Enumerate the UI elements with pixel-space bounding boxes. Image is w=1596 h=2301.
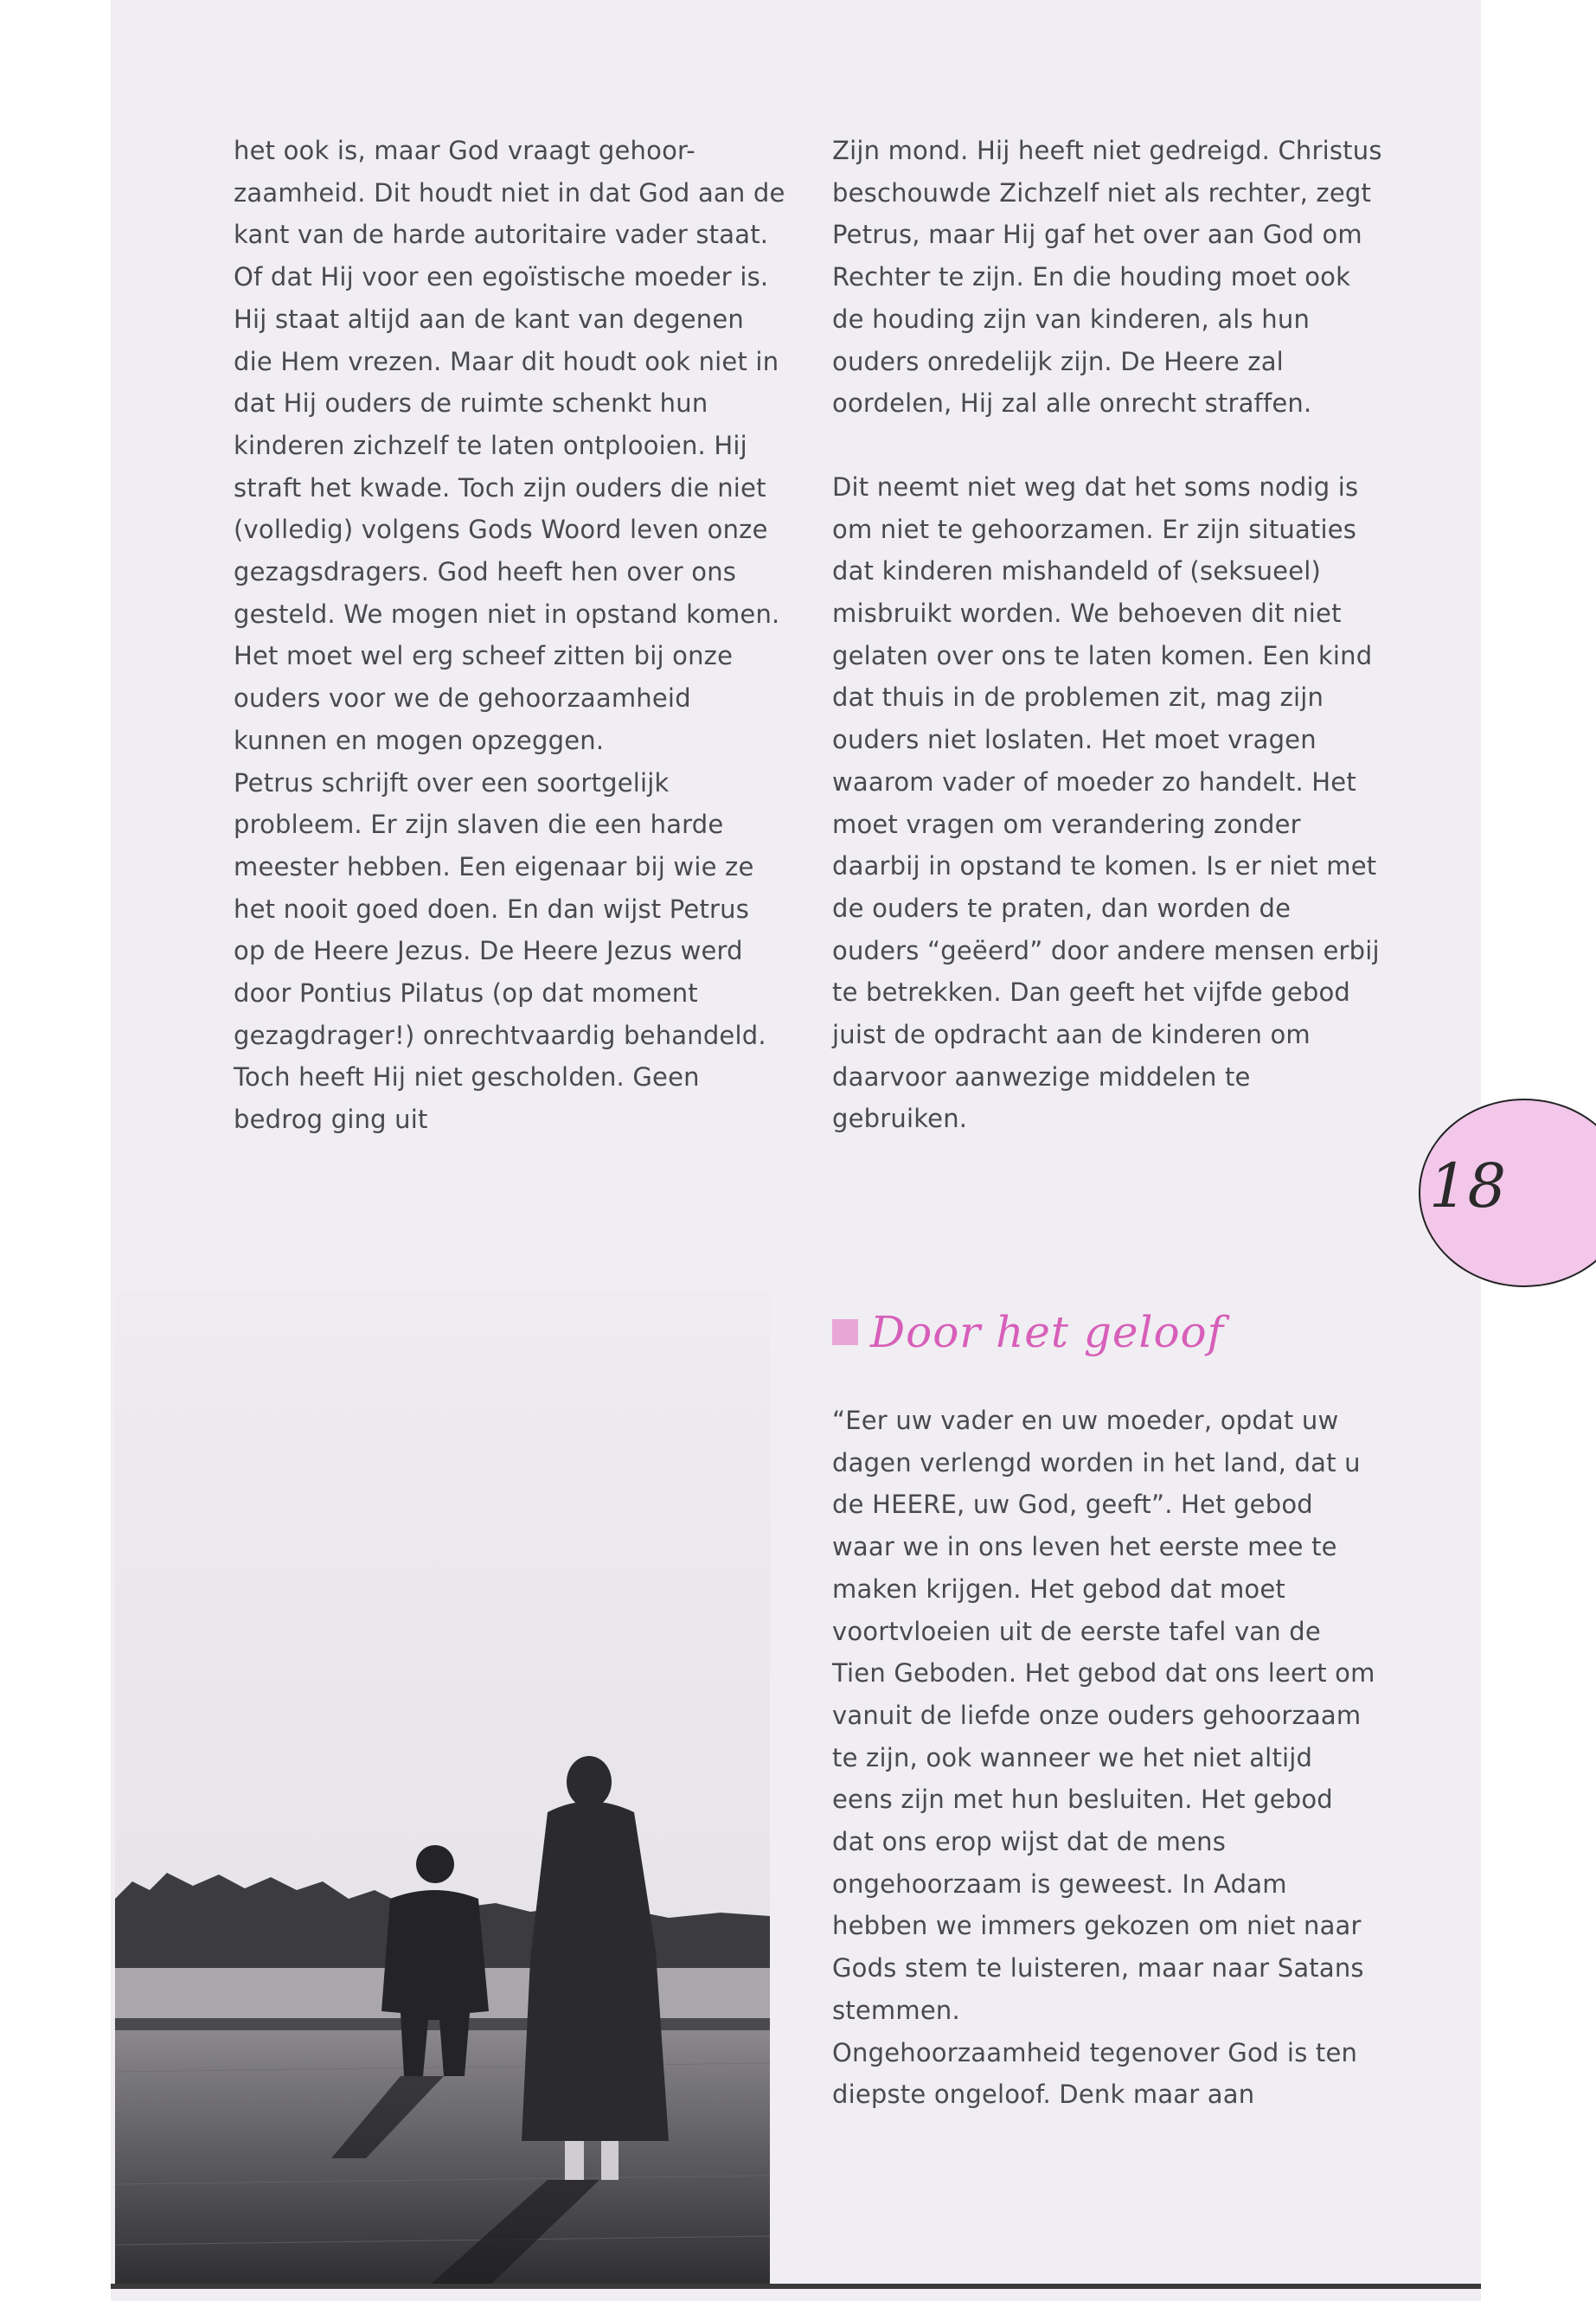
- left-margin: [0, 0, 111, 2301]
- page-number: 18: [1429, 1150, 1507, 1221]
- paragraph: Zijn mond. Hij heeft niet gedreigd. Christus beschouwde Zichzelf niet als rechter, zegt Petrus, maar Hij gaf het over aan God om Rechter te zijn. En die houding moet ook de houding zijn van kinderen, als hun ouders onredelijk zijn. De Heere zal oordelen, Hij zal alle onrecht straffen.: [832, 136, 1382, 419]
- right-text-column-top: [832, 130, 1386, 1140]
- page-bottom-edge: [111, 2284, 1481, 2289]
- paragraph: het ook is, maar God vraagt gehoor-zaamheid. Dit houdt niet in dat God aan de kant van de harde autoritaire vader staat. Of dat Hij voor een egoïstische moeder is. Hij staat altijd aan de kant van degenen die Hem vrezen. Maar dit houdt ook niet in dat Hij ouders de ruimte schenkt hun kinderen zichzelf te laten ontplooien. Hij straft het kwade. Toch zijn ouders die niet (volledig) volgens Gods Woord leven onze gezagsdragers. God heeft hen over ons gesteld. We mogen niet in opstand komen. Het moet wel erg scheef zitten bij onze ouders voor we de gehoorzaamheid kunnen en mogen opzeggen.: [234, 136, 785, 755]
- paragraph: Dit neemt niet weg dat het soms nodig is om niet te gehoorzamen. Er zijn situaties dat kinderen mishandeld of (seksueel) misbruikt worden. We behoeven dit niet gelaten over ons te laten komen. Een kind dat thuis in de problemen zit, mag zijn ouders niet loslaten. Het moet vragen waarom vader of moeder zo handelt. Het moet vragen om verandering zonder daarbij in opstand te komen. Is er niet met de ouders te praten, dan worden de ouders “geëerd” door andere mensen erbij te betrekken. Dan geeft het vijfde gebod juist de opdracht aan de kinderen om daarvoor aanwezige middelen te gebruiken.: [832, 471, 1380, 1134]
- section-heading-text: Door het geloof: [870, 1307, 1225, 1357]
- heading-square-icon: [832, 1319, 858, 1345]
- paragraph: Ongehoorzaamheid tegenover God is ten diepste ongeloof. Denk maar aan: [832, 2037, 1358, 2110]
- paragraph: “Eer uw vader en uw moeder, opdat uw dagen verlengd worden in het land, dat u de HEERE, uw God, geeft”. Het gebod waar we in ons leven het eerste mee te maken krijgen. Het gebod dat moet voortvloeien uit de eerste tafel van de Tien Geboden. Het gebod dat ons leert om vanuit de liefde onze ouders gehoorzaam te zijn, ook wanneer we het niet altijd eens zijn met hun besluiten. Het gebod dat ons erop wijst dat de mens ongehoorzaam is geweest. In Adam hebben we immers gekozen om niet naar Gods stem te luisteren, maar naar Satans stemmen.: [832, 1406, 1375, 2025]
- left-text-column: [234, 130, 787, 1141]
- paragraph: Petrus schrijft over een soortgelijk probleem. Er zijn slaven die een harde meester hebben. Een eigenaar bij wie ze het nooit goed doen. En dan wijst Petrus op de Heere Jezus. De Heere Jezus werd door Pontius Pilatus (op dat moment gezagdrager!) onrechtvaardig behandeld. Toch heeft Hij niet gescholden. Geen bedrog ging uit: [234, 767, 766, 1135]
- right-text-column-bottom: [832, 1400, 1377, 2116]
- section-heading: [832, 1298, 1224, 1367]
- photo-child-and-woman: [115, 1293, 770, 2288]
